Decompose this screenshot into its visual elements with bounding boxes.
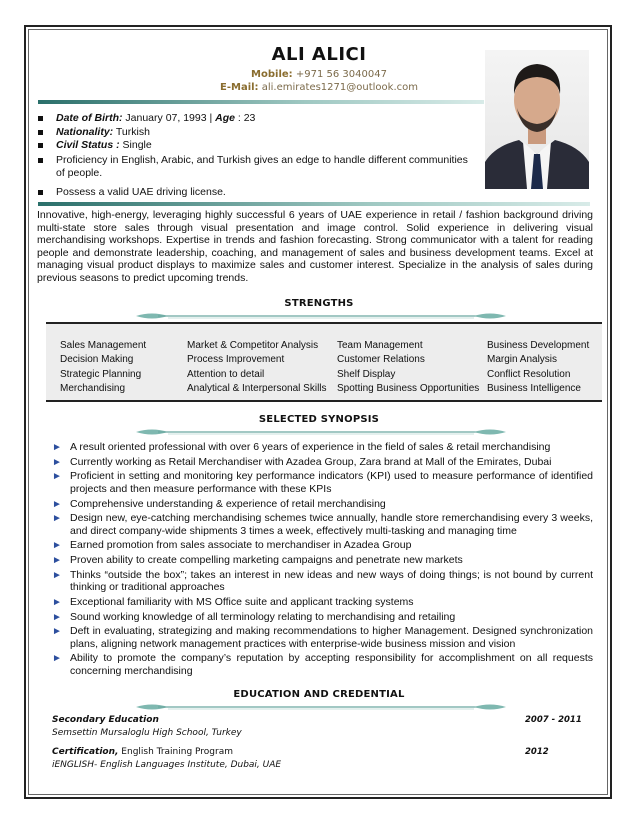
license-row xyxy=(38,186,478,200)
synopsis-title: SELECTED SYNOPSIS xyxy=(258,414,380,425)
synopsis-item: ► Exceptional familiarity with MS Office suite and applicant tracking systems xyxy=(52,595,414,608)
strength-item: Team Management xyxy=(337,340,423,351)
arrow-bullet-icon: ► xyxy=(52,456,62,468)
bullet-square-icon xyxy=(38,130,43,135)
certification-institution: iENGLISH- English Languages Institute, Dubai, UAE xyxy=(52,759,282,770)
strength-item: Market & Competitor Analysis xyxy=(187,340,319,351)
synopsis-item: ► Ability to promote the company’s reputation by accepting responsibility for accomplishment on all requests concerning merchandising xyxy=(52,652,593,677)
arrow-bullet-icon: ► xyxy=(52,498,62,510)
strengths-column-2 xyxy=(187,339,327,397)
arrow-bullet-icon: ► xyxy=(52,596,62,608)
synopsis-list xyxy=(52,441,593,679)
strength-item: Attention to detail xyxy=(187,368,265,380)
education-date: 2007 - 2011 xyxy=(525,715,582,725)
strength-item: Margin Analysis xyxy=(487,354,558,366)
synopsis-item: ► Sound working knowledge of all terminology relating to merchandising and retailing xyxy=(52,610,456,623)
email-line xyxy=(150,82,488,93)
nationality-value: Turkish xyxy=(113,125,150,138)
education-entry-certification xyxy=(52,746,281,771)
email-value: ali.emirates1271@outlook.com xyxy=(261,82,418,93)
mobile-label: Mobile: xyxy=(251,69,293,80)
bullet-square-icon xyxy=(38,158,43,163)
mobile-line xyxy=(150,69,488,80)
strengths-flourish xyxy=(128,309,514,323)
license-text: Possess a valid UAE driving license. xyxy=(56,185,226,198)
profile-photo xyxy=(485,50,589,189)
dob-label: Date of Birth: xyxy=(56,112,123,124)
arrow-bullet-icon: ► xyxy=(52,653,62,665)
dob-row xyxy=(38,112,478,126)
strength-item: Customer Relations xyxy=(337,354,425,366)
arrow-bullet-icon: ► xyxy=(52,513,62,525)
arrow-bullet-icon: ► xyxy=(52,626,62,638)
strength-item: Business Intelligence xyxy=(487,383,581,395)
synopsis-item: ► Design new, eye-catching merchandising schemes twice annually, handle store remerchandising every 3 weeks, and direct company-wide shipments 3 times a week, effectively multi-tasking and managing time xyxy=(52,512,593,537)
dob-value: January 07, 1993 | xyxy=(122,112,216,124)
arrow-bullet-icon: ► xyxy=(52,569,62,581)
strengths-column-3 xyxy=(337,339,479,397)
arrow-bullet-icon: ► xyxy=(52,540,62,552)
certification-label: Certification, xyxy=(52,747,119,757)
bullet-square-icon xyxy=(38,143,43,148)
synopsis-flourish xyxy=(128,425,514,439)
synopsis-item: ► A result oriented professional with over 6 years of experience in the field of sales & retail merchandising xyxy=(52,441,551,453)
arrow-bullet-icon: ► xyxy=(52,471,62,483)
civil-status-row xyxy=(38,139,478,153)
arrow-bullet-icon: ► xyxy=(52,555,62,567)
strength-item: Shelf Display xyxy=(337,368,396,380)
header-rule xyxy=(38,100,484,104)
synopsis-item: ► Earned promotion from sales associate to merchandiser in Azadea Group xyxy=(52,539,412,552)
civil-status-label: Civil Status : xyxy=(56,139,120,151)
nationality-label: Nationality: xyxy=(56,125,114,138)
synopsis-item: ► Proven ability to create compelling marketing campaigns and penetrate new markets xyxy=(52,554,463,567)
nationality-row xyxy=(38,126,478,140)
synopsis-item: ► Currently working as Retail Merchandiser with Azadea Group, Zara brand at Mall of the Emirates, Dubai xyxy=(52,455,552,468)
strength-item: Strategic Planning xyxy=(60,368,142,380)
bullet-square-icon xyxy=(38,190,43,195)
education-title-text: Secondary Education xyxy=(52,715,159,725)
strength-item: Business Development xyxy=(487,340,590,351)
summary-rule xyxy=(38,202,590,206)
languages-row xyxy=(38,154,478,181)
strength-item: Spotting Business Opportunities xyxy=(337,383,480,395)
strengths-column-4 xyxy=(487,339,589,397)
personal-details xyxy=(38,112,478,199)
synopsis-item: ► Thinks “outside the box”; takes an interest in new ideas and new ways of doing things; is not bound by current thinking or traditional approaches xyxy=(52,568,593,594)
certification-program: English Training Program xyxy=(118,747,234,757)
synopsis-item: ► Proficient in setting and monitoring key performance indicators (KPI) used to measure performance of identified projects and then measure performance with these KPIs xyxy=(52,470,593,495)
certification-date: 2012 xyxy=(525,747,549,757)
civil-status-value: Single xyxy=(119,139,152,151)
strength-item: Decision Making xyxy=(60,354,134,366)
languages-text: Proficiency in English, Arabic, and Turkish gives an edge to handle different communities of people. xyxy=(56,153,468,179)
education-entry-secondary xyxy=(52,714,242,739)
bullet-square-icon xyxy=(38,116,43,121)
strengths-box xyxy=(46,322,602,402)
education-flourish xyxy=(128,700,514,714)
professional-summary: Innovative, high-energy, leveraging highly successful 6 years of UAE experience in retail / fashion background driving multi-state store sales through visual presentation and image control. Solid experience in delivering visual merchandising workshops. Expertise in trends and fashion forecasting. Strong communicator with a talent for reading people and demonstrate leadership, coaching, and management of sales and business development teams. Excel at managing visual product displays to maximize sales and customer interest. Specialize in the analysis of sales during previous seasons to predict upcoming trends. xyxy=(37,209,593,284)
education-institution: Semsettin Mursaloglu High School, Turkey xyxy=(52,727,242,738)
age-value: : 23 xyxy=(234,112,256,124)
arrow-bullet-icon: ► xyxy=(52,611,62,623)
email-label: E-Mail: xyxy=(220,82,259,93)
synopsis-item: ► Deft in evaluating, strategizing and making recommendations to higher Management. Designed synchronization plans, aligning network management practices with enterprise-wide business mission and vision xyxy=(52,625,593,650)
strength-item: Process Improvement xyxy=(187,354,285,366)
mobile-value: +971 56 3040047 xyxy=(295,69,387,80)
age-label: Age xyxy=(215,112,235,124)
candidate-name: ALI ALICI xyxy=(271,44,367,65)
synopsis-item: ► Comprehensive understanding & experience of retail merchandising xyxy=(52,497,386,510)
education-title: EDUCATION AND CREDENTIAL xyxy=(233,689,405,700)
strength-item: Conflict Resolution xyxy=(487,368,571,380)
arrow-bullet-icon: ► xyxy=(52,442,62,453)
strength-item: Sales Management xyxy=(60,340,147,351)
strength-item: Analytical & Interpersonal Skills xyxy=(187,383,327,395)
strengths-title: STRENGTHS xyxy=(284,298,354,309)
strengths-column-1 xyxy=(60,339,146,397)
strength-item: Merchandising xyxy=(60,383,126,395)
